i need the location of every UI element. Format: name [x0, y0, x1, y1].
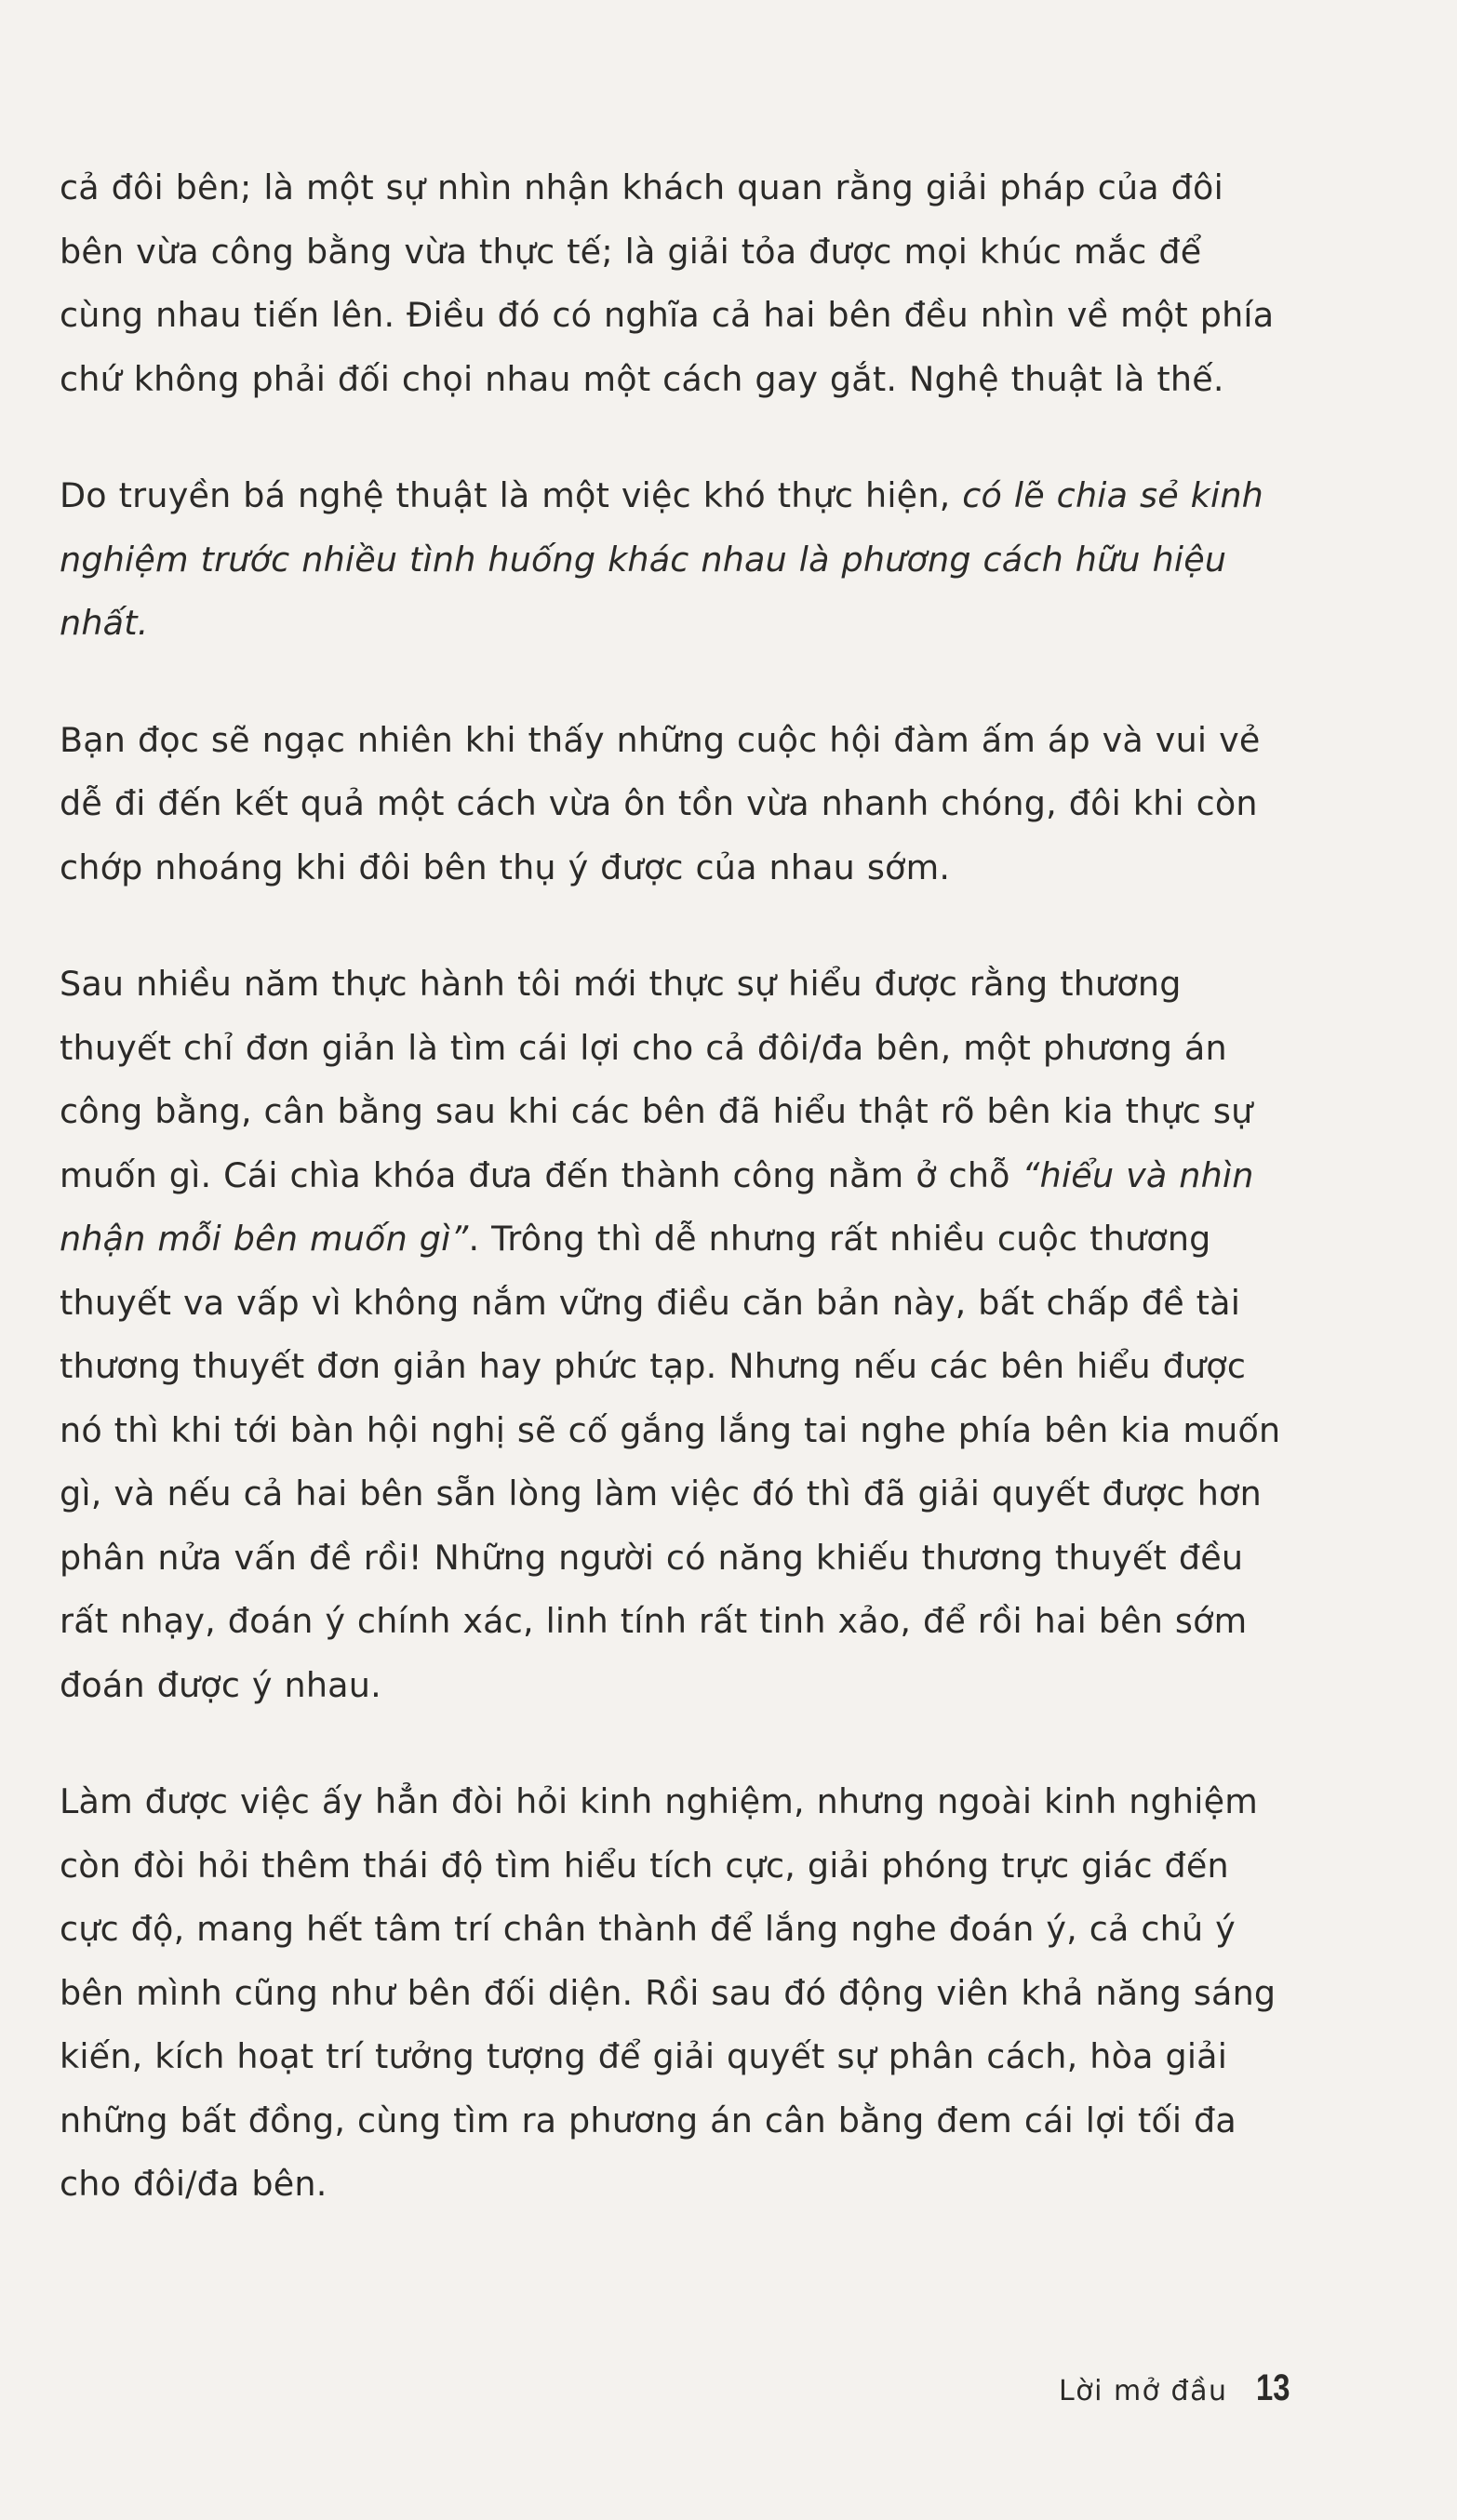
paragraph-text: Sau nhiều năm thực hành tôi mới thực sự hiểu được rằng thương thuyết chỉ đơn giản là tìm cái lợi cho cả đôi/đa bên, một phương án công bằng, cân bằng sau khi các bên đã hiểu thật rõ bên kia thực sự muốn gì. Cái chìa khóa đưa đến thành công nằm ở chỗ [60, 964, 1253, 1195]
paragraph-text: Do truyền bá nghệ thuật là một việc khó thực hiện, [60, 475, 963, 515]
paragraph-5 [60, 1770, 1297, 2217]
paragraph-text: cả đôi bên; là một sự nhìn nhận khách quan rằng giải pháp của đôi bên vừa công bằng vừa thực tế; là giải tỏa được mọi khúc mắc để cùng nhau tiến lên. Điều đó có nghĩa cả hai bên đều nhìn về một phía chứ không phải đối chọi nhau một cách gay gắt. Nghệ thuật là thế. [60, 167, 1275, 399]
paragraph-1 [60, 156, 1297, 411]
paragraph-italic-text: “hiểu và nhìn nhận mỗi bên muốn gì” [60, 1154, 1254, 1259]
page-footer [1059, 2367, 1297, 2409]
page-number: 13 [1255, 2367, 1290, 2408]
paragraph-text: Bạn đọc sẽ ngạc nhiên khi thấy những cuộc hội đàm ấm áp và vui vẻ dễ đi đến kết quả một cách vừa ôn tồn vừa nhanh chóng, đôi khi còn chớp nhoáng khi đôi bên thụ ý được của nhau sớm. [60, 719, 1261, 887]
paragraph-text: Làm được việc ấy hẳn đòi hỏi kinh nghiệm, nhưng ngoài kinh nghiệm còn đòi hỏi thêm thái độ tìm hiểu tích cực, giải phóng trực giác đến cực độ, mang hết tâm trí chân thành để lắng nghe đoán ý, cả chủ ý bên mình cũng như bên đối diện. Rồi sau đó động viên khả năng sáng kiến, kích hoạt trí tưởng tượng để giải quyết sự phân cách, hòa giải những bất đồng, cùng tìm ra phương án cân bằng đem cái lợi tối đa cho đôi/đa bên. [60, 1781, 1277, 2204]
paragraph-text: . Trông thì dễ nhưng rất nhiều cuộc thương thuyết va vấp vì không nắm vững điều căn bản này, bất chấp đề tài thương thuyết đơn giản hay phức tạp. Nhưng nếu các bên hiểu được nó thì khi tới bàn hội nghị sẽ cố gắng lắng tai nghe phía bên kia muốn gì, và nếu cả hai bên sẵn lòng làm việc đó thì đã giải quyết được hơn phân nửa vấn đề rồi! Những người có năng khiếu thương thuyết đều rất nhạy, đoán ý chính xác, linh tính rất tinh xảo, để rồi hai bên sớm đoán được ý nhau. [60, 1219, 1281, 1705]
paragraph-italic-text: có lẽ chia sẻ kinh nghiệm trước nhiều tình huống khác nhau là phương cách hữu hiệu nhất. [60, 475, 1264, 643]
paragraph-4 [60, 953, 1297, 1717]
paragraph-2 [60, 464, 1297, 656]
section-title: Lời mở đầu [1059, 2375, 1228, 2407]
paragraph-3 [60, 709, 1297, 900]
body-text [60, 156, 1297, 2270]
